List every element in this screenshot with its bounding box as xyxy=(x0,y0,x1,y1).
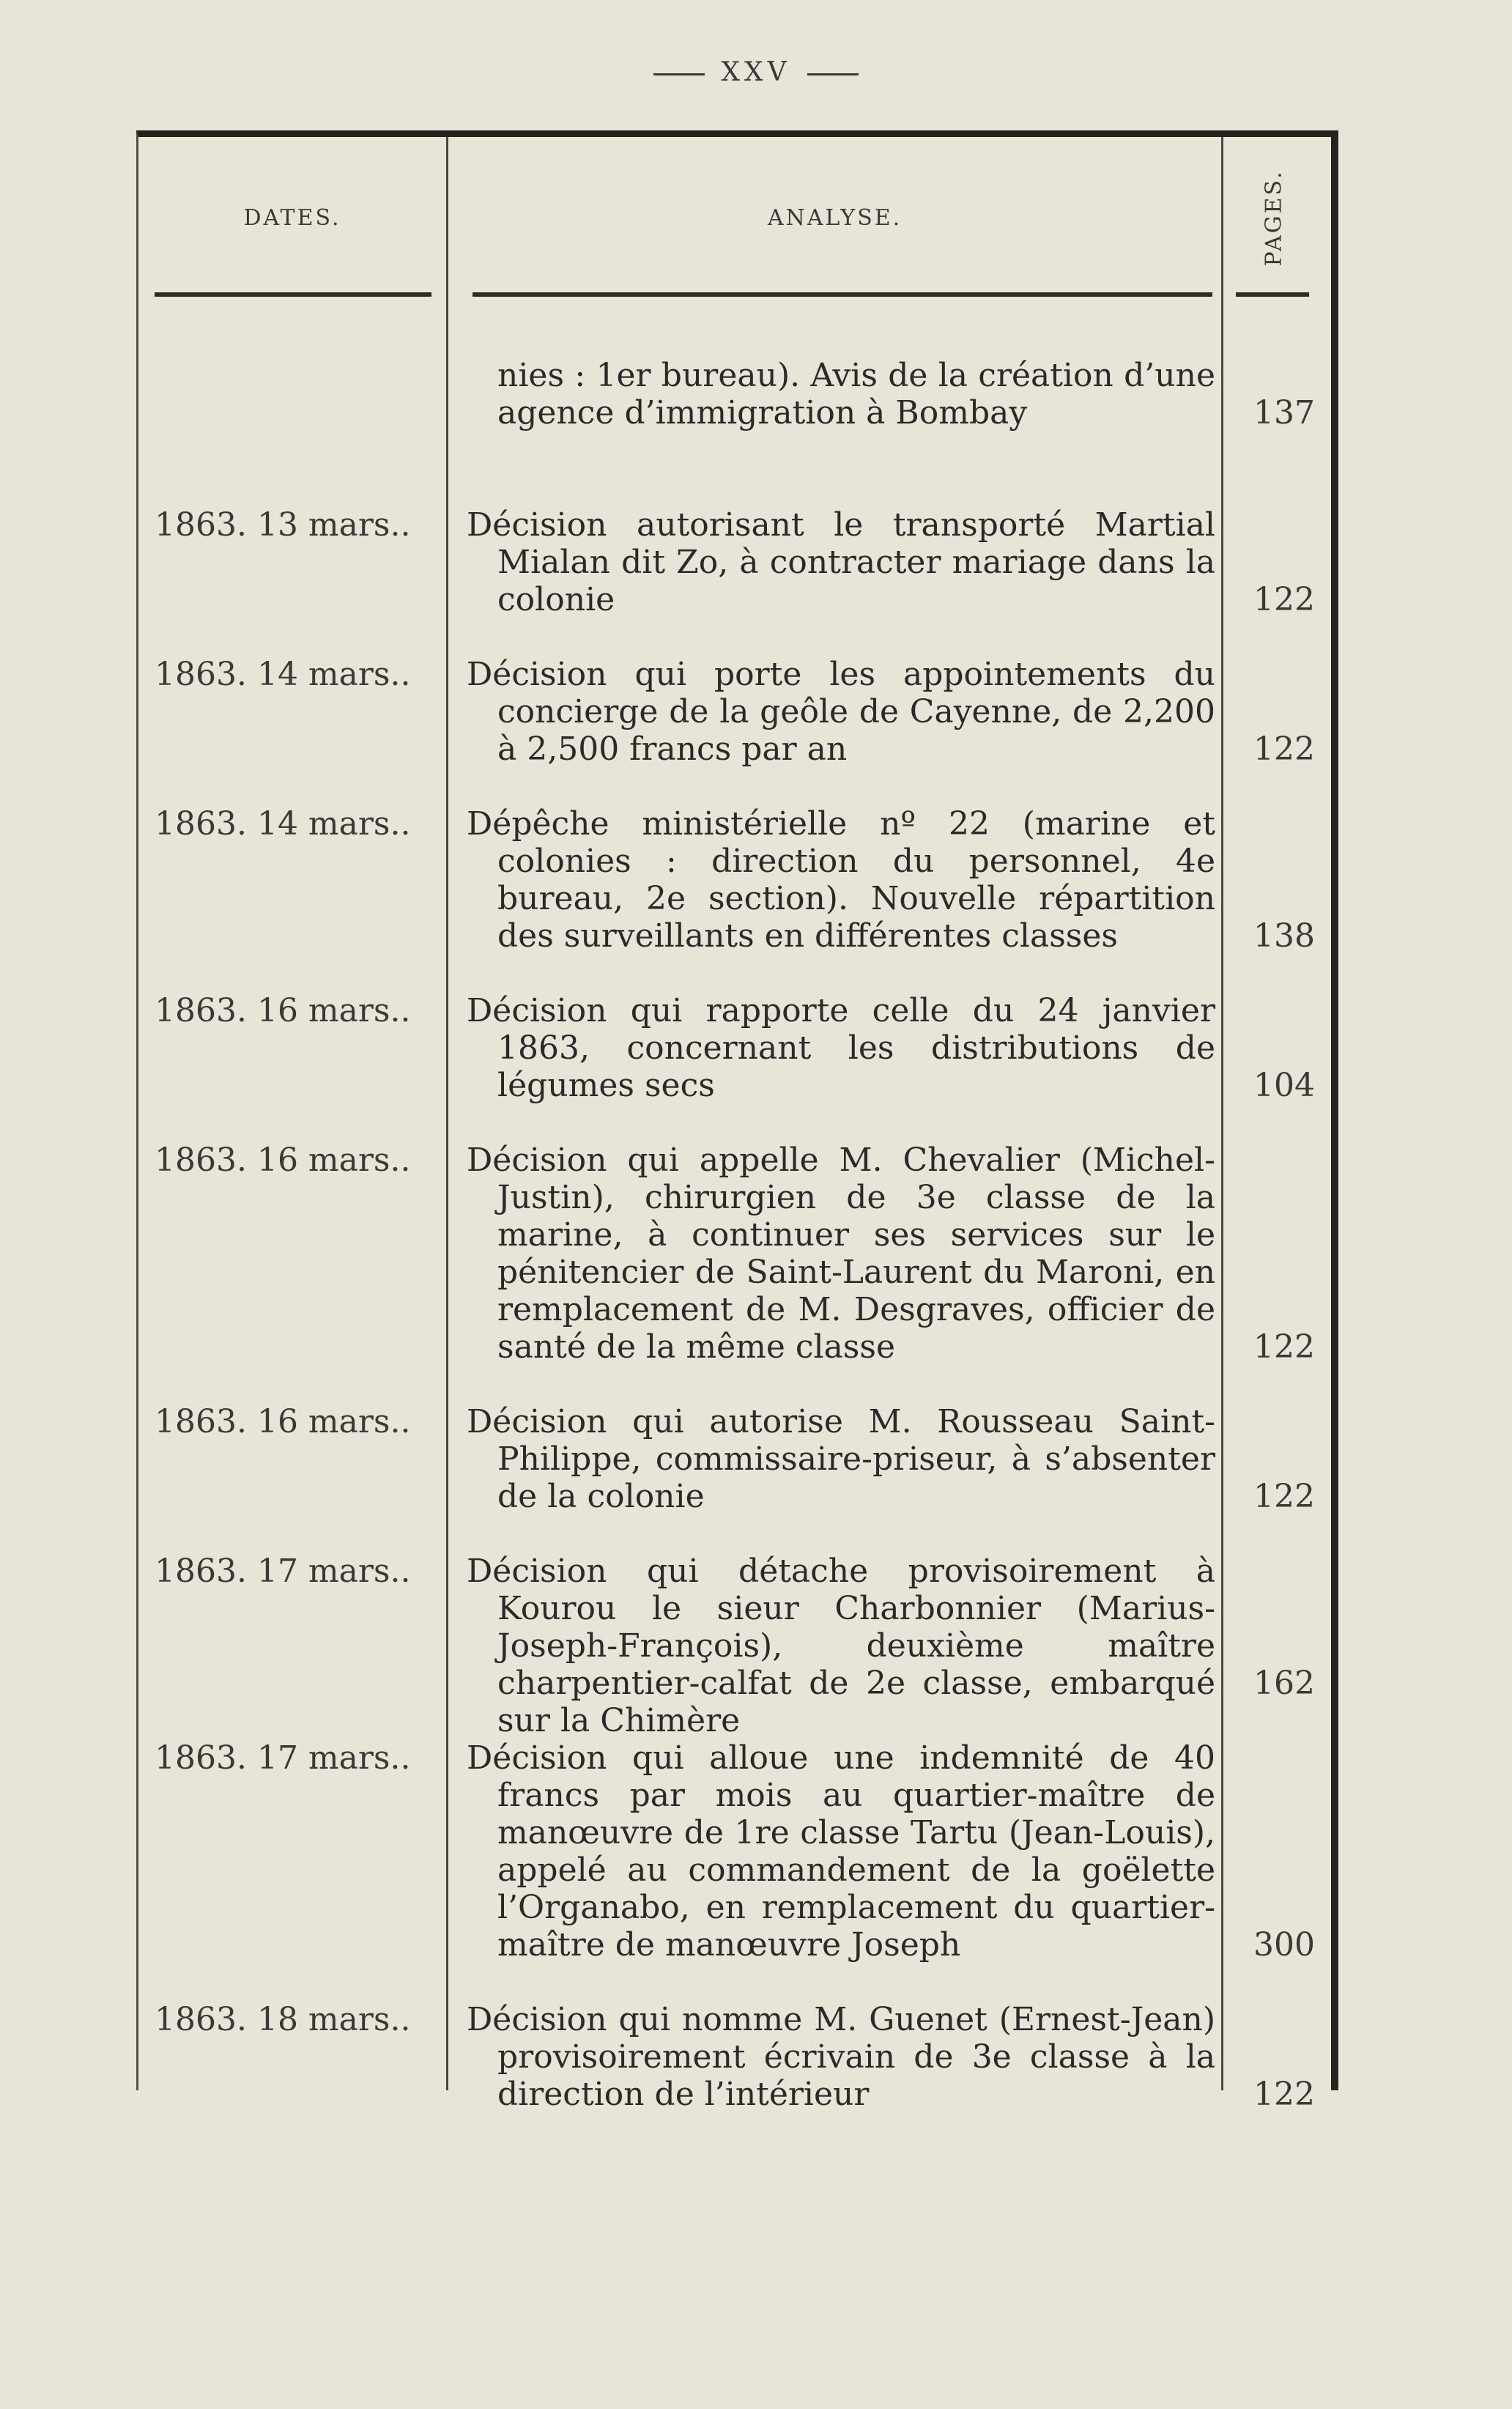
header-dash-left xyxy=(653,73,705,75)
table-row xyxy=(138,2001,1331,2125)
entry-date: 1863. 18 mars.. xyxy=(155,2001,411,2038)
entry-page: 122 xyxy=(1253,581,1315,618)
entry-page: 104 xyxy=(1253,1067,1315,1104)
header-pages-label: PAGES. xyxy=(1260,169,1286,266)
entry-date: 1863. 16 mars.. xyxy=(155,1403,411,1440)
entry-page: 138 xyxy=(1253,917,1315,955)
entry-text: Décision qui autorise M. Rousseau Saint-Philippe, commissaire-priseur, à s’absenter de la colonie xyxy=(467,1403,1215,1515)
table-row xyxy=(138,1553,1331,1739)
entry-text: Décision qui appelle M. Chevalier (Michel-Justin), chirurgien de 3e classe de la marine, à continuer ses services sur le pénitencier de Saint-Laurent du Maroni, en remplacement de M. Desgraves, officier de santé de la même classe xyxy=(467,1141,1215,1366)
table-row xyxy=(138,357,1331,506)
header-pages xyxy=(1223,137,1324,298)
entry-date: 1863. 17 mars.. xyxy=(155,1553,411,1590)
table-header xyxy=(138,137,1331,298)
header-dash-right xyxy=(807,73,859,75)
entry-text: Dépêche ministérielle nº 22 (marine et colonies : direction du personnel, 4e bureau, 2e section). Nouvelle répartition des surveillants en différentes classes xyxy=(467,805,1215,955)
table-body xyxy=(138,357,1331,2125)
table-row xyxy=(138,992,1331,1141)
header-rule xyxy=(1236,292,1309,297)
entry-text: Décision qui détache provisoirement à Kourou le sieur Charbonnier (Marius-Joseph-François), deuxième maître charpentier-calfat de 2e classe, embarqué sur la Chimère xyxy=(467,1553,1215,1739)
entry-page: 122 xyxy=(1253,730,1315,768)
entry-page: 122 xyxy=(1253,1328,1315,1366)
entry-page: 300 xyxy=(1253,1926,1315,1964)
entry-text: Décision qui rapporte celle du 24 janvier 1863, concernant les distributions de légumes secs xyxy=(467,992,1215,1104)
table-row xyxy=(138,805,1331,992)
entry-page: 162 xyxy=(1253,1665,1315,1702)
entry-date: 1863. 13 mars.. xyxy=(155,506,411,544)
table-row xyxy=(138,1403,1331,1553)
table-row xyxy=(138,506,1331,656)
page-number: XXV xyxy=(721,57,791,87)
entry-date: 1863. 17 mars.. xyxy=(155,1739,411,1777)
entry-text: Décision autorisant le transporté Martial Mialan dit Zo, à contracter mariage dans la colonie xyxy=(467,506,1215,618)
entry-date: 1863. 14 mars.. xyxy=(155,805,411,843)
entry-page: 122 xyxy=(1253,2076,1315,2113)
entry-date: 1863. 16 mars.. xyxy=(155,992,411,1029)
page-header xyxy=(0,57,1512,87)
table-row xyxy=(138,1141,1331,1403)
entry-page: 122 xyxy=(1253,1478,1315,1515)
header-dates: DATES. xyxy=(243,204,341,231)
entry-page: 137 xyxy=(1253,394,1315,432)
entry-date: 1863. 14 mars.. xyxy=(155,656,411,693)
entry-date: 1863. 16 mars.. xyxy=(155,1141,411,1179)
table-row xyxy=(138,656,1331,805)
entry-text: nies : 1er bureau). Avis de la création d’une agence d’immigration à Bombay xyxy=(497,357,1215,432)
entry-text: Décision qui nomme M. Guenet (Ernest-Jean) provisoirement écrivain de 3e classe à la direction de l’intérieur xyxy=(467,2001,1215,2113)
header-analyse: ANALYSE. xyxy=(767,204,903,231)
header-rule xyxy=(472,292,1212,297)
header-rule xyxy=(155,292,431,297)
index-table xyxy=(136,130,1338,2113)
entry-text: Décision qui porte les appointements du concierge de la geôle de Cayenne, de 2,200 à 2,500 francs par an xyxy=(467,656,1215,768)
entry-text: Décision qui alloue une indemnité de 40 francs par mois au quartier-maître de manœuvre de 1re classe Tartu (Jean-Louis), appelé au commandement de la goëlette l’Organabo, en remplacement du quartier-maître de manœuvre Joseph xyxy=(467,1739,1215,1964)
table-row xyxy=(138,1739,1331,2001)
